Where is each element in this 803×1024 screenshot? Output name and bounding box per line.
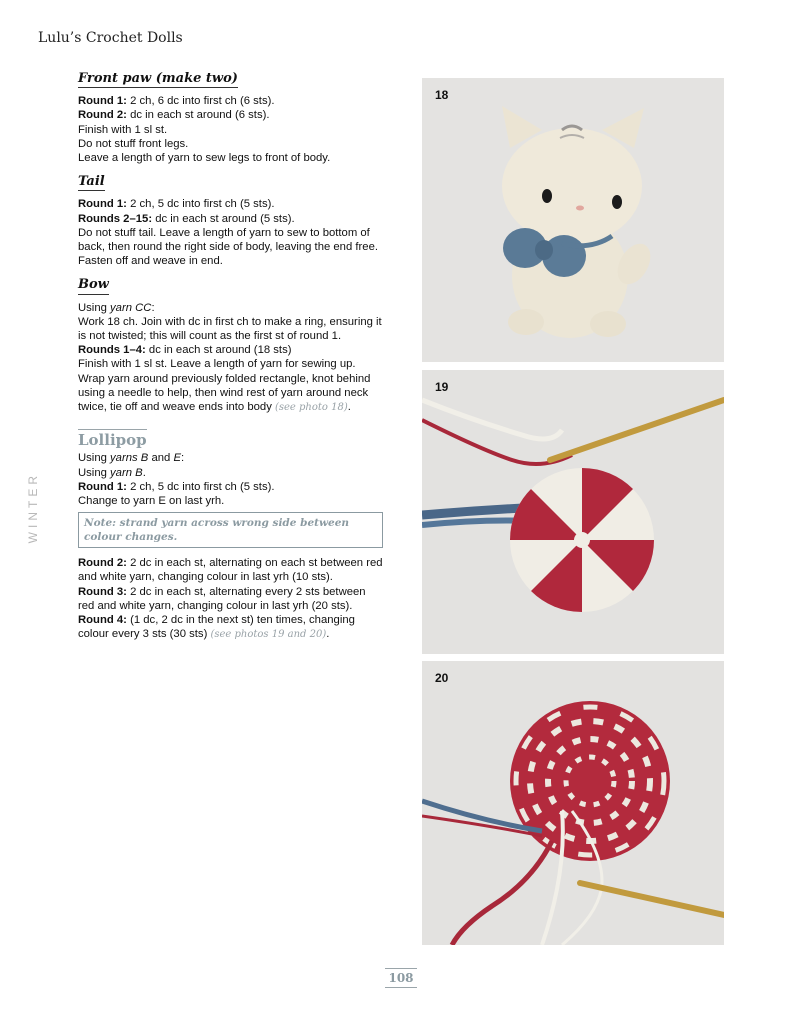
- note-box: Note: strand yarn across wrong side between colour changes.: [78, 512, 383, 548]
- lollipop-round-4: [78, 613, 383, 642]
- section-side-label: WINTER: [26, 472, 40, 544]
- round-label: Round 3:: [78, 585, 127, 598]
- round-text: dc in each st around (18 sts): [145, 344, 292, 357]
- bow-rounds-1-4: [78, 343, 383, 357]
- round-text: dc in each st around (6 sts).: [126, 109, 270, 122]
- text: :: [151, 301, 155, 314]
- photo-18-cat-doll: [422, 78, 724, 362]
- tail-section: [78, 175, 383, 268]
- yarn-name: yarn B: [110, 466, 143, 479]
- round-label: Round 1:: [78, 95, 127, 108]
- front-paw-section: [78, 72, 383, 165]
- round-label: Round 1:: [78, 480, 127, 493]
- round-label: Round 4:: [78, 614, 127, 627]
- tail-rounds-2-15: [78, 212, 383, 226]
- front-paw-round-1: [78, 94, 383, 108]
- round-text: 2 ch, 6 dc into first ch (6 sts).: [126, 95, 275, 108]
- bow-ring-instructions: Work 18 ch. Join with dc in first ch to make a ring, ensuring it is not twisted; this will count as the first st of round 1.: [78, 315, 382, 343]
- yarn-name: yarn CC: [110, 301, 152, 314]
- lollipop-using-1: [78, 451, 383, 465]
- photo-reference: (see photos 19 and 20): [210, 629, 327, 641]
- round-label: Round 2:: [78, 557, 127, 570]
- lollipop-round-2: [78, 556, 383, 584]
- photo-number: 19: [435, 380, 449, 394]
- lollipop-using-2: [78, 466, 383, 480]
- round-text: 2 dc in each st, alternating on each st between red and white yarn, changing colour in last yrh (10 sts).: [78, 557, 383, 584]
- round-label: Round 1:: [78, 198, 127, 211]
- round-label: Rounds 1–4:: [78, 344, 146, 357]
- tail-instructions: Do not stuff tail. Leave a length of yarn to sew to bottom of back, then round the right side of body, leaving the end free. Fasten off and weave in end.: [78, 226, 378, 268]
- front-paw-heading: Front paw (make two): [78, 72, 238, 88]
- pattern-text-column: [78, 72, 383, 653]
- text: Finish with 1 sl st. Leave a length of yarn for sewing up. Wrap yarn around previously folded rectangle, knot behind using a needle to help, then wind rest of yarn around neck twice, tie off and weave ends into body: [78, 358, 371, 414]
- page-number: 108: [385, 968, 417, 988]
- front-paw-finish: Finish with 1 sl st.: [78, 123, 168, 136]
- round-text: 2 dc in each st, alternating every 2 sts between red and white yarn, changing colour in last yrh (20 sts).: [78, 585, 366, 612]
- photo-number: 18: [435, 88, 449, 102]
- round-text: dc in each st around (5 sts).: [152, 212, 295, 225]
- tail-round-1: [78, 197, 383, 211]
- lollipop-change-yarn: Change to yarn E on last yrh.: [78, 495, 225, 508]
- cat-doll-illustration: [422, 78, 724, 362]
- front-paw-round-2: [78, 108, 383, 122]
- yarn-name: E: [173, 452, 182, 465]
- text: and: [148, 452, 174, 465]
- text: Using: [78, 452, 111, 465]
- front-paw-no-stuff: Do not stuff front legs.: [78, 137, 189, 150]
- round-label: Round 2:: [78, 109, 127, 122]
- bow-section: [78, 278, 383, 415]
- lollipop-section: [78, 425, 383, 642]
- text: .: [347, 401, 351, 414]
- round-text: 2 ch, 5 dc into first ch (5 sts).: [126, 198, 275, 211]
- photo-20-lollipop-back: [422, 661, 724, 945]
- text: Using: [78, 466, 111, 479]
- lollipop-heading: Lollipop: [78, 431, 147, 450]
- text: .: [142, 466, 146, 479]
- photo-number: 20: [435, 671, 449, 685]
- yarn-name: yarns B: [110, 452, 149, 465]
- lollipop-back-illustration: [422, 661, 724, 945]
- lollipop-round-1: [78, 480, 383, 494]
- book-title: Lulu’s Crochet Dolls: [38, 30, 183, 46]
- tail-heading: Tail: [78, 175, 105, 191]
- front-paw-sew: Leave a length of yarn to sew legs to front of body.: [78, 152, 331, 165]
- round-text: (1 dc, 2 dc in the next st) ten times, changing colour every 3 sts (30 sts): [78, 614, 355, 641]
- bow-finish-instructions: [78, 357, 383, 415]
- text: Using: [78, 301, 111, 314]
- lollipop-round-3: [78, 585, 383, 613]
- text: .: [326, 628, 330, 641]
- round-text: 2 ch, 5 dc into first ch (5 sts).: [126, 480, 275, 493]
- photo-19-lollipop-round: [422, 370, 724, 654]
- photo-reference: (see photo 18): [274, 402, 348, 414]
- bow-heading: Bow: [78, 278, 109, 294]
- lollipop-round-illustration: [422, 370, 724, 654]
- bow-using: [78, 301, 383, 315]
- text: :: [181, 452, 185, 465]
- round-label: Rounds 2–15:: [78, 212, 153, 225]
